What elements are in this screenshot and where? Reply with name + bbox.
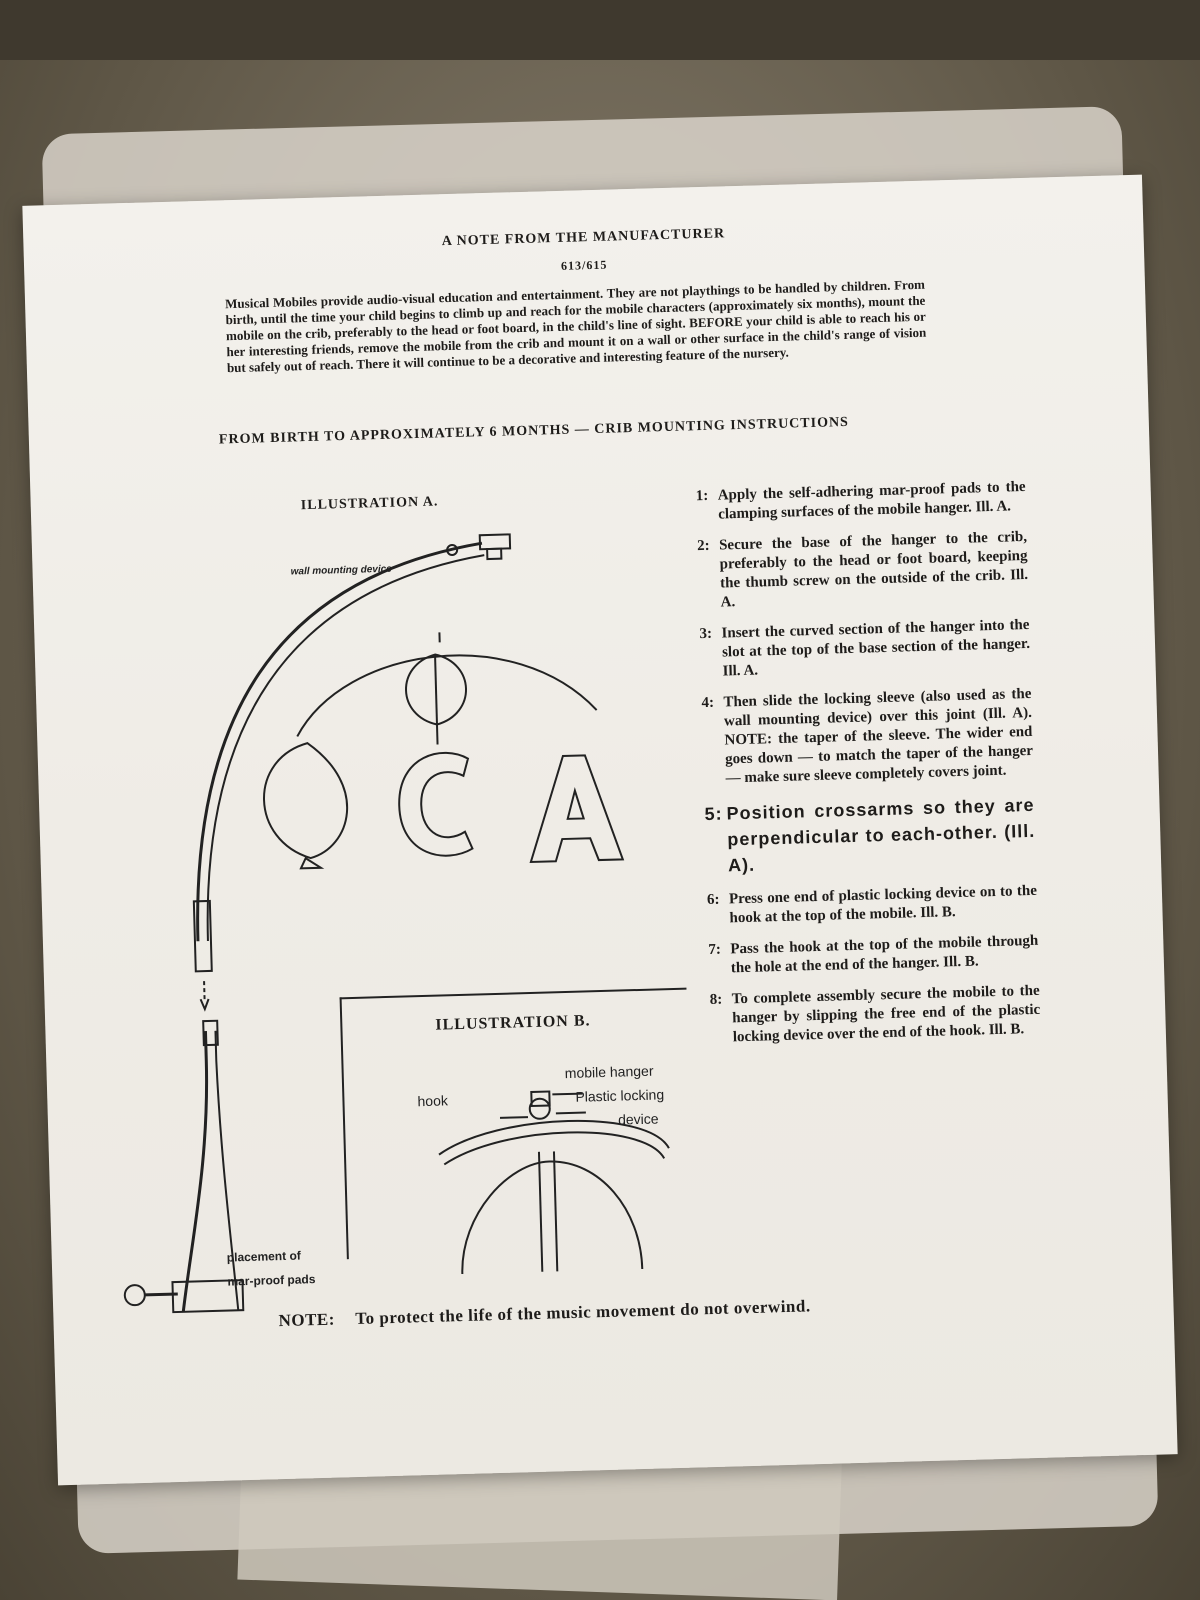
document-title: A NOTE FROM THE MANUFACTURER: [441, 226, 726, 250]
instruction-steps: [695, 478, 1041, 1060]
step: 4: Then slide the locking sleeve (also used as the wall mounting device) over this joint (Ill. A). NOTE: the taper of the sleeve. The wider end goes down — to match the taper of the hanger — make sure sleeve completely covers joint.: [701, 685, 1034, 787]
illustration-a-label: ILLUSTRATION A.: [300, 494, 439, 514]
hanger-base: [175, 1031, 213, 1312]
mobile-hanger-label: mobile hanger: [564, 1062, 654, 1082]
section-heading: FROM BIRTH TO APPROXIMATELY 6 MONTHS — CRIB MOUNTING INSTRUCTIONS: [218, 414, 850, 448]
instruction-sheet: [22, 175, 1177, 1486]
model-code: 613/615: [560, 257, 608, 273]
wall-mounting-label: wall mounting device: [290, 563, 392, 578]
thumb-screw: [125, 1285, 146, 1306]
step: 3: Insert the curved section of the hanger into the slot at the top of the base section of the hanger. Ill. A.: [699, 616, 1031, 680]
hook-label: hook: [417, 1092, 449, 1110]
mar-proof-label-2: mar-proof pads: [227, 1272, 316, 1289]
step: 8: To complete assembly secure the mobile to the hanger by slipping the free end of the plastic locking device over the end of the hook. Ill. B.: [709, 982, 1041, 1046]
box-edge: [0, 0, 1200, 60]
step: 7: Pass the hook at the top of the mobile through the hole at the end of the hanger. Ill. B.: [708, 932, 1039, 977]
hanger-arm: [187, 543, 493, 941]
mobile-crossarm: [295, 652, 597, 737]
intro-paragraph: Musical Mobiles provide audio-visual education and entertainment. They are not playthings to be handled by children. From birth, until the time your child begins to climb up and reach for the mobile characters (approximately six months), mount the mobile on the crib, preferably to the head or foot board, in the child's line of sight. BEFORE your child is able to reach his or her interesting friends, remove the mobile from the crib and mount it on a wall or other surface in the child's range of vision but safely out of reach. There it will continue to be a decorative and interesting feature of the nursery.: [224, 276, 927, 376]
note-text: To protect the life of the music movement do not overwind.: [355, 1296, 811, 1329]
mobile-balloon: [262, 742, 348, 859]
mobile-letter-c: [398, 752, 473, 857]
illustration-b-label: ILLUSTRATION B.: [435, 1012, 591, 1034]
step: 1: Apply the self-adhering mar-proof pads to the clamping surfaces of the mobile hanger. Ill. A.: [695, 478, 1026, 523]
step: 2: Secure the base of the hanger to the crib, preferably to the head or foot board, keeping the thumb screw on the outside of the crib. Ill. A.: [696, 528, 1029, 611]
step: 6: Press one end of plastic locking device on to the hook at the top of the mobile. Ill. B.: [706, 882, 1038, 927]
mar-proof-label-1: placement of: [226, 1248, 301, 1265]
note-label: NOTE:: [278, 1309, 336, 1331]
step: 5: Position crossarms so they are perpendicular to each-other. (Ill. A).: [704, 794, 1036, 876]
mobile-letter-a: [528, 754, 623, 862]
plastic-locking-label: Plastic locking: [575, 1086, 665, 1105]
hanger-tip: [480, 534, 510, 549]
device-label: device: [617, 1110, 659, 1128]
